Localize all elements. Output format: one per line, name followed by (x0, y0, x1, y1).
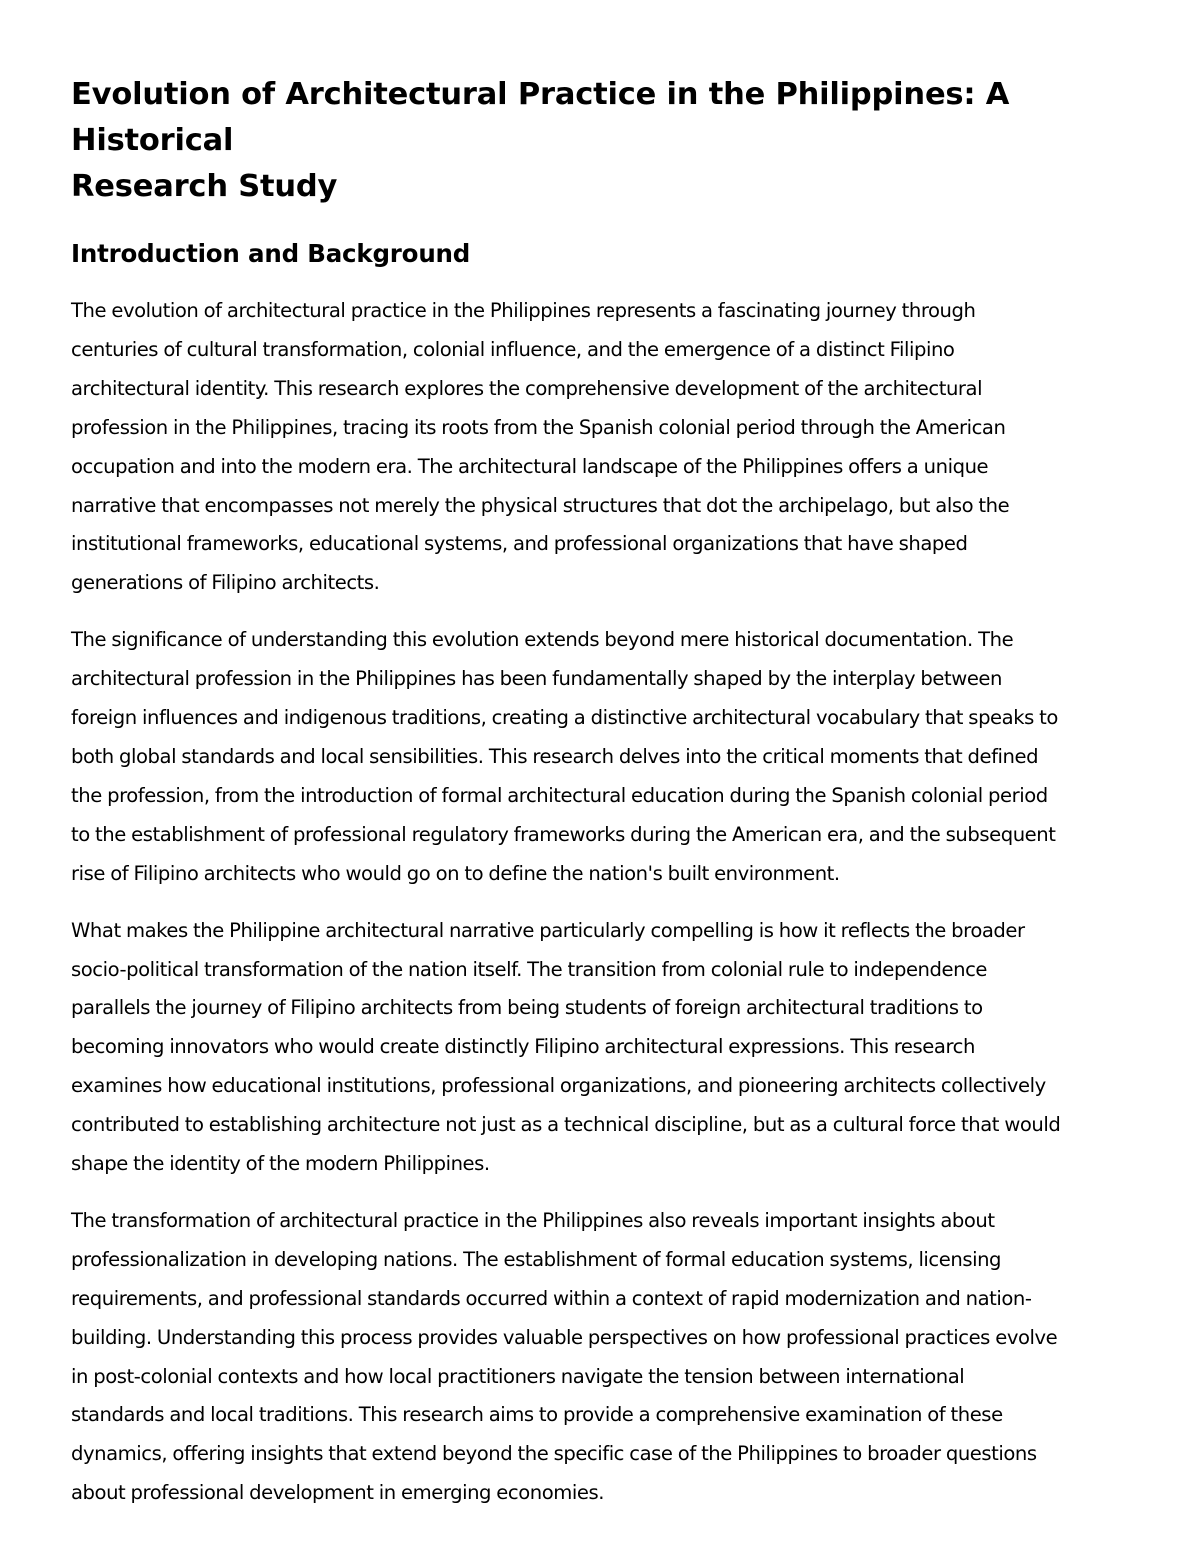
text-line: The significance of understanding this evolution extends beyond mere historical documentation. The (71, 628, 1014, 652)
text-line: institutional frameworks, educational systems, and professional organizations that have shaped (71, 532, 968, 556)
text-line: becoming innovators who would create distinctly Filipino architectural expressions. This research (71, 1035, 975, 1059)
text-line: professionalization in developing nations. The establishment of formal education systems, licensing (71, 1247, 1002, 1271)
text-line: profession in the Philippines, tracing its roots from the Spanish colonial period through the American (71, 415, 1006, 439)
text-line: the profession, from the introduction of formal architectural education during the Spanish colonial period (71, 783, 1048, 807)
text-line: both global standards and local sensibilities. This research delves into the critical moments that defined (71, 744, 1039, 768)
document-title (71, 72, 1133, 210)
text-line: in post-colonial contexts and how local practitioners navigate the tension between international (71, 1364, 965, 1388)
paragraph-3 (71, 912, 1133, 1184)
title-line: Research Study (71, 169, 338, 204)
document-page (71, 72, 1133, 1513)
section-heading: Introduction and Background (71, 239, 471, 268)
text-line: dynamics, offering insights that extend beyond the specific case of the Philippines to broader questions (71, 1442, 1037, 1466)
text-line: The transformation of architectural practice in the Philippines also reveals important insights about (71, 1208, 995, 1232)
text-line: socio-political transformation of the nation itself. The transition from colonial rule to independence (71, 957, 988, 981)
text-line: narrative that encompasses not merely the physical structures that dot the archipelago, but also the (71, 493, 1010, 517)
text-line: rise of Filipino architects who would go on to define the nation's built environment. (71, 861, 840, 885)
text-line: contributed to establishing architecture not just as a technical discipline, but as a cultural force that would (71, 1113, 1061, 1137)
text-line: generations of Filipino architects. (71, 571, 380, 595)
title-line: Evolution of Architectural Practice in the Philippines: A Historical (71, 77, 1010, 158)
text-line: building. Understanding this process provides valuable perspectives on how professional practices evolve (71, 1325, 1058, 1349)
text-line: examines how educational institutions, professional organizations, and pioneering architects collectively (71, 1074, 1046, 1098)
text-line: requirements, and professional standards occurred within a context of rapid modernization and nation- (71, 1286, 1032, 1310)
text-line: shape the identity of the modern Philippines. (71, 1152, 490, 1176)
paragraph-4 (71, 1202, 1133, 1513)
paragraph-1 (71, 292, 1133, 603)
text-line: foreign influences and indigenous traditions, creating a distinctive architectural vocabulary that speaks to (71, 706, 1058, 730)
text-line: architectural identity. This research explores the comprehensive development of the architectural (71, 376, 983, 400)
text-line: parallels the journey of Filipino architects from being students of foreign architectural traditions to (71, 996, 983, 1020)
paragraph-2 (71, 621, 1133, 893)
text-line: about professional development in emerging economies. (71, 1481, 605, 1505)
text-line: to the establishment of professional regulatory frameworks during the American era, and the subsequent (71, 822, 1056, 846)
text-line: architectural profession in the Philippines has been fundamentally shaped by the interplay between (71, 667, 1003, 691)
text-line: occupation and into the modern era. The architectural landscape of the Philippines offers a unique (71, 454, 989, 478)
text-line: What makes the Philippine architectural narrative particularly compelling is how it reflects the broader (71, 918, 1025, 942)
text-line: standards and local traditions. This research aims to provide a comprehensive examination of these (71, 1403, 1003, 1427)
text-line: The evolution of architectural practice in the Philippines represents a fascinating journey through (71, 299, 976, 322)
text-line: centuries of cultural transformation, colonial influence, and the emergence of a distinct Filipino (71, 337, 955, 361)
